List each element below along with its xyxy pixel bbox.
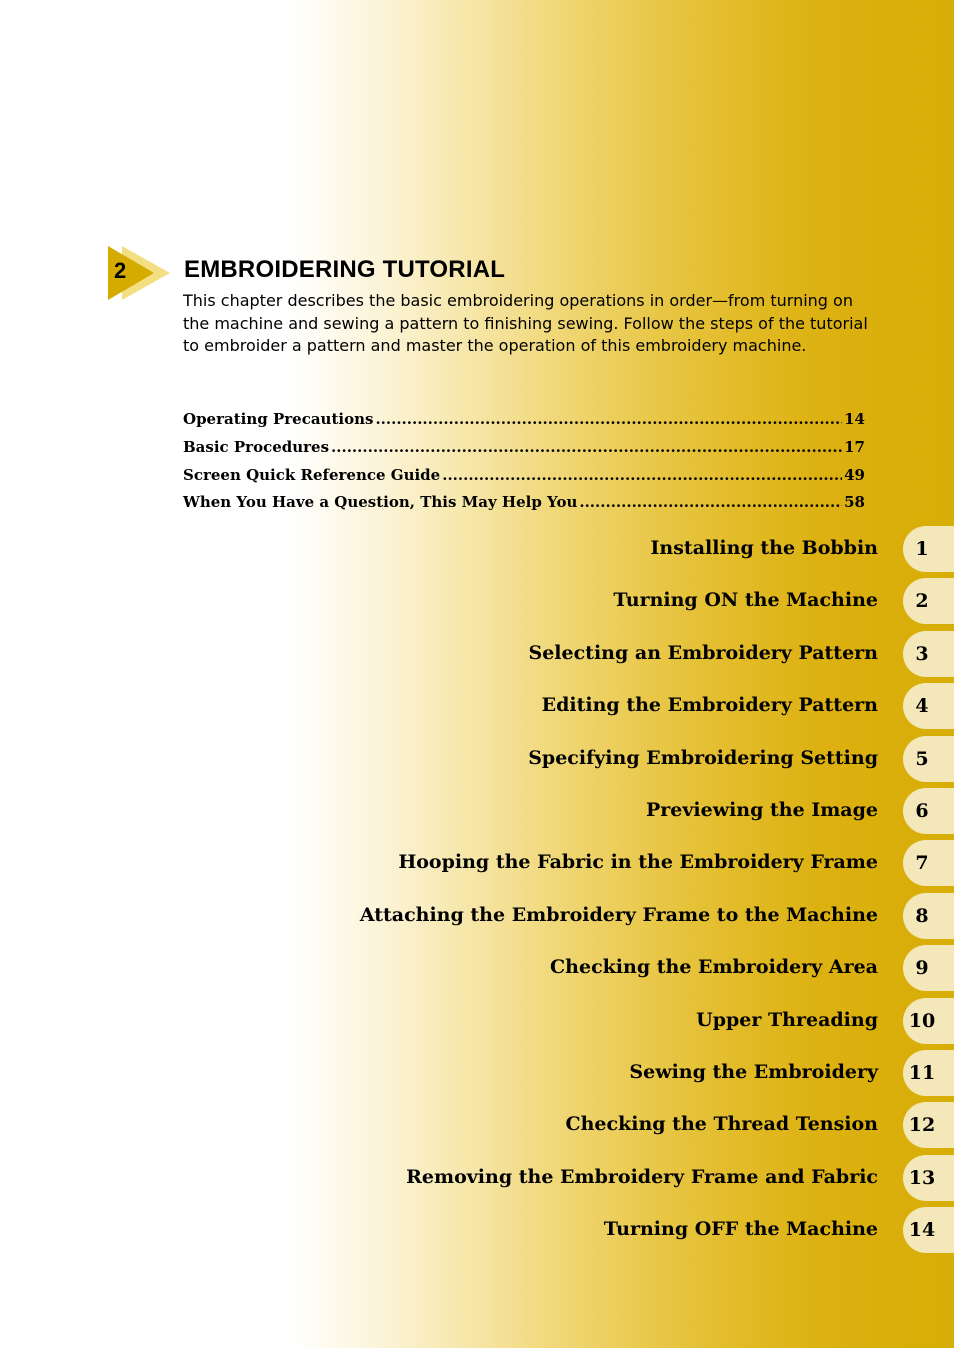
step-2[interactable] — [380, 578, 954, 624]
step-number: 10 — [908, 1009, 936, 1032]
chapter-title: EMBROIDERING TUTORIAL — [184, 256, 506, 283]
step-label: Sewing the Embroidery — [629, 1061, 878, 1083]
toc-entry-label: Basic Procedures — [183, 437, 330, 456]
step-label: Editing the Embroidery Pattern — [541, 694, 878, 717]
step-label: Previewing the Image — [646, 799, 878, 821]
toc-entry-page: 17 — [844, 437, 865, 456]
chapter-intro: This chapter describes the basic embroidering operations in order—from turning on the machine and sewing a pattern to finishing sewing. Follow the steps of the tutorial to embroider a pattern and master the operation of this embroidery machine. — [183, 291, 868, 355]
step-number: 7 — [915, 852, 929, 875]
toc-entry-page: 58 — [844, 493, 865, 512]
step-label: Checking the Thread Tension — [565, 1113, 878, 1136]
step-number: 2 — [915, 590, 929, 613]
step-number: 13 — [908, 1166, 936, 1189]
step-label: Checking the Embroidery Area — [550, 956, 878, 979]
step-4[interactable] — [380, 683, 954, 729]
step-8[interactable] — [359, 893, 954, 939]
step-11[interactable] — [380, 1050, 954, 1096]
step-13[interactable] — [380, 1155, 954, 1201]
step-label: Turning OFF the Machine — [603, 1218, 878, 1241]
step-number: 3 — [915, 642, 929, 665]
step-3[interactable] — [380, 631, 954, 677]
toc-leader-dots — [331, 438, 842, 456]
toc-entry-screen-quick-reference[interactable] — [183, 466, 865, 494]
toc-leader-dots — [579, 493, 842, 511]
toc-entry-label: Screen Quick Reference Guide — [183, 465, 441, 484]
step-5[interactable] — [380, 736, 954, 782]
toc-entry-label: Operating Precautions — [183, 410, 374, 428]
toc-leader-dots — [375, 410, 842, 428]
step-1[interactable] — [380, 526, 954, 572]
step-9[interactable] — [380, 945, 954, 991]
step-7[interactable] — [380, 840, 954, 886]
step-number: 12 — [908, 1114, 936, 1137]
toc-entry-page: 49 — [844, 465, 865, 484]
chapter-badge — [108, 246, 170, 300]
step-label: Installing the Bobbin — [650, 537, 878, 559]
step-label: Hooping the Fabric in the Embroidery Frame — [398, 851, 878, 874]
toc-entry-basic-procedures[interactable] — [183, 438, 865, 466]
step-label: Upper Threading — [696, 1008, 878, 1031]
step-number: 4 — [915, 695, 929, 718]
chapter-toc — [183, 410, 865, 521]
step-number: 11 — [908, 1062, 936, 1084]
step-number: 6 — [915, 800, 929, 822]
step-number: 8 — [915, 904, 929, 927]
step-number: 14 — [908, 1219, 936, 1242]
toc-entry-label: When You Have a Question, This May Help You — [183, 493, 578, 512]
step-10[interactable] — [380, 998, 954, 1044]
step-number: 5 — [915, 747, 929, 770]
toc-entry-operating-precautions[interactable] — [183, 410, 865, 438]
step-label: Attaching the Embroidery Frame to the Machine — [359, 903, 878, 926]
step-label: Turning ON the Machine — [613, 589, 878, 612]
step-12[interactable] — [380, 1102, 954, 1148]
chapter-number: 2 — [114, 258, 127, 283]
step-label: Removing the Embroidery Frame and Fabric — [406, 1165, 878, 1188]
step-label: Specifying Embroidering Setting — [528, 746, 878, 769]
toc-entry-page: 14 — [844, 410, 865, 428]
toc-leader-dots — [442, 466, 842, 484]
step-number: 9 — [915, 957, 929, 980]
toc-entry-when-you-have-a-question[interactable] — [183, 493, 865, 521]
step-6[interactable] — [380, 788, 954, 834]
step-14[interactable] — [380, 1207, 954, 1253]
step-number: 1 — [915, 538, 929, 560]
step-label: Selecting an Embroidery Pattern — [528, 641, 878, 664]
